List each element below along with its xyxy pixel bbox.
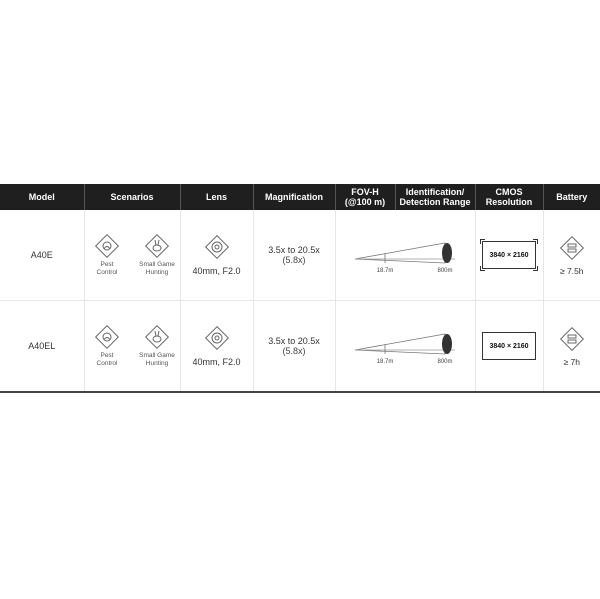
pest-control-icon (94, 233, 120, 259)
magnification-base: (5.8x) (282, 346, 306, 356)
battery-icon (558, 234, 586, 262)
battery-cell (543, 301, 600, 393)
model-cell: A40EL (0, 301, 84, 393)
identification-range: 18.7m (376, 268, 394, 274)
cmos-resolution: 3840 × 2160 (489, 251, 529, 259)
magnification-cell (253, 210, 335, 301)
range-cone-diagram (345, 235, 465, 275)
scenarios-cell (84, 210, 180, 301)
scenario-label: Pest Control (96, 261, 118, 276)
detection-range: 800m (437, 359, 453, 365)
scenario-label: Small Game Hunting (139, 261, 175, 276)
header-range: Identification/ Detection Range (395, 184, 475, 210)
header-cmos: CMOS Resolution (475, 184, 543, 210)
scenario-small-game (137, 324, 177, 368)
battery-cell (543, 210, 600, 301)
battery-life: ≥ 7h (563, 357, 580, 367)
header-battery: Battery (543, 184, 600, 210)
identification-range: 18.7m (376, 359, 394, 365)
scenarios-cell (84, 301, 180, 393)
table-row (0, 210, 600, 301)
battery-life: ≥ 7.5h (559, 266, 584, 276)
table-row (0, 301, 600, 393)
lens-icon (204, 234, 230, 260)
header-row (0, 184, 600, 210)
header-magnification: Magnification (253, 184, 335, 210)
header-model: Model (0, 184, 84, 210)
magnification-cell (253, 301, 335, 393)
header-fov: FOV-H (@100 m) (335, 184, 395, 210)
fov-range-cell (335, 301, 475, 393)
rabbit-icon (144, 233, 170, 259)
detection-range: 800m (437, 268, 453, 274)
lens-value: 40mm, F2.0 (192, 266, 241, 276)
scenario-label: Pest Control (96, 352, 118, 367)
magnification-range: 3.5x to 20.5x (268, 336, 320, 346)
rabbit-icon (144, 324, 170, 350)
battery-icon (558, 325, 586, 353)
lens-cell (180, 301, 253, 393)
magnification-base: (5.8x) (282, 255, 306, 265)
scenario-label: Small Game Hunting (139, 352, 175, 367)
range-cone-diagram (345, 326, 465, 366)
spec-table (0, 184, 600, 393)
header-scenarios: Scenarios (84, 184, 180, 210)
pest-control-icon (94, 324, 120, 350)
cmos-frame (482, 241, 536, 269)
cmos-resolution: 3840 × 2160 (489, 342, 529, 350)
scenario-pest-control (87, 233, 127, 277)
lens-cell (180, 210, 253, 301)
model-cell: A40E (0, 210, 84, 301)
magnification-range: 3.5x to 20.5x (268, 245, 320, 255)
header-lens: Lens (180, 184, 253, 210)
cmos-cell (475, 210, 543, 301)
lens-value: 40mm, F2.0 (192, 357, 241, 367)
cmos-cell (475, 301, 543, 393)
scenario-pest-control (87, 324, 127, 368)
scenario-small-game (137, 233, 177, 277)
lens-icon (204, 325, 230, 351)
cmos-frame (482, 332, 536, 360)
fov-range-cell (335, 210, 475, 301)
